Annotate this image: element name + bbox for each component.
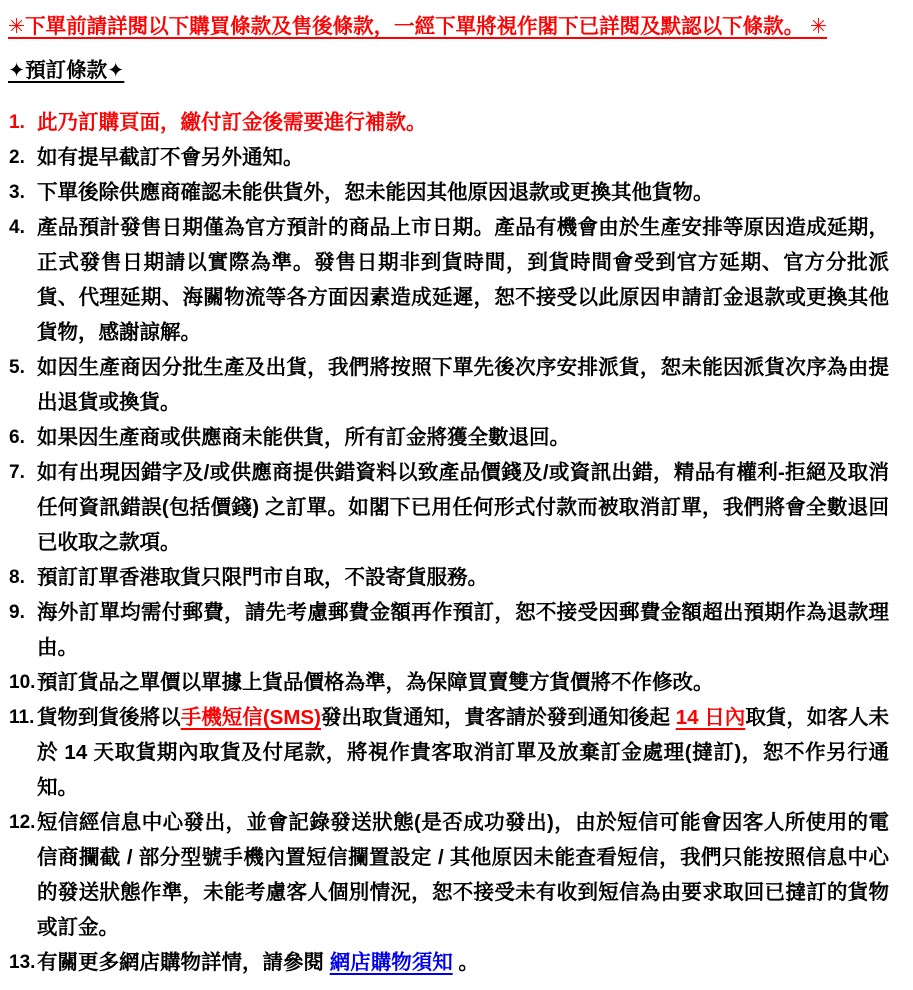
term-item-12 (8, 805, 889, 945)
term-text: 產品預計發售日期僅為官方預計的商品上市日期。產品有機會由於生產安排等原因造成延期，正式發售日期請以實際為準。發售日期非到貨時間，到貨時間會受到官方延期、官方分批派貨、代理延期、海關物流等各方面因素造成延遲，恕不接受以此原因申請訂金退款或更換其他貨物，感謝諒解。 (37, 216, 889, 344)
term-text: 如果因生產商或供應商未能供貨，所有訂金將獲全數退回。 (37, 426, 570, 449)
term-item-11 (8, 700, 889, 805)
term-text: 此乃訂購頁面，繳付訂金後需要進行補款。 (37, 111, 427, 134)
term-item-number: 9. (9, 602, 25, 623)
term-text: 。 (452, 951, 479, 974)
term-item-8 (8, 560, 889, 595)
term-text-highlight: 14 日內 (675, 706, 746, 729)
term-item-2 (8, 140, 889, 175)
term-item-1 (8, 105, 889, 140)
term-item-number: 4. (9, 217, 25, 238)
section-heading-preorder-terms: ✦預訂條款✦ (8, 59, 125, 82)
term-text: 發出取貨通知，貴客請於發到通知後起 (320, 706, 676, 729)
term-item-number: 5. (9, 357, 25, 378)
term-item-13 (8, 945, 889, 980)
term-text-highlight: 手機短信(SMS) (180, 706, 321, 729)
term-text: 如有提早截訂不會另外通知。 (37, 146, 304, 169)
term-item-number: 10. (9, 672, 36, 693)
term-item-number: 11. (9, 707, 35, 728)
term-text: 海外訂單均需付郵費，請先考慮郵費金額再作預訂，恕不接受因郵費金額超出預期作為退款理由。 (37, 601, 889, 659)
term-item-number: 7. (9, 462, 25, 483)
term-text: 如有出現因錯字及/或供應商提供錯資料以致產品價錢及/或資訊出錯，精品有權利-拒絕及取消任何資訊錯誤(包括價錢) 之訂單。如閣下已用任何形式付款而被取消訂單，我們將會全數退回已收取之款項。 (37, 461, 889, 554)
term-item-number: 12. (9, 812, 36, 833)
store-shopping-guide-link[interactable]: 網店購物須知 (329, 951, 453, 974)
term-text: 如因生產商因分批生產及出貨，我們將按照下單先後次序安排派貨，恕未能因派貨次序為由提出退貨或換貨。 (37, 356, 889, 414)
term-item-9 (8, 595, 889, 665)
term-item-7 (8, 455, 889, 560)
terms-list (8, 105, 889, 980)
term-text: 貨物到貨後將以 (37, 706, 181, 729)
term-item-number: 1. (9, 112, 25, 133)
term-item-5 (8, 350, 889, 420)
term-text: 預訂貨品之單價以單據上貨品價格為準，為保障買賣雙方貨價將不作修改。 (37, 671, 714, 694)
term-text: 有關更多網店購物詳情，請參閱 (37, 951, 330, 974)
term-item-number: 6. (9, 427, 25, 448)
term-item-number: 2. (9, 147, 25, 168)
term-text: 下單後除供應商確認未能供貨外，恕未能因其他原因退款或更換其他貨物。 (37, 181, 714, 204)
term-item-number: 8. (9, 567, 25, 588)
term-text: 預訂訂單香港取貨只限門市自取，不設寄貨服務。 (37, 566, 488, 589)
term-text: 取貨，如客人未於 14 天取貨期內取貨及付尾款，將視作貴客取消訂單及放棄訂金處理(撻訂)，恕不作另行通知。 (37, 706, 889, 799)
term-item-3 (8, 175, 889, 210)
pre-order-notice-banner: ✳下單前請詳閱以下購買條款及售後條款，一經下單將視作閣下已詳閱及默認以下條款。 ✳ (8, 15, 828, 38)
term-item-number: 3. (9, 182, 25, 203)
term-item-number: 13. (9, 952, 36, 973)
term-item-6 (8, 420, 889, 455)
term-item-10 (8, 665, 889, 700)
term-text: 短信經信息中心發出，並會記錄發送狀態(是否成功發出)，由於短信可能會因客人所使用的電信商攔截 / 部分型號手機內置短信攔置設定 / 其他原因未能查看短信，我們只能按照信息中心的發送狀態作準，未能考慮客人個別情況，恕不接受未有收到短信為由要求取回已撻訂的貨物或訂金。 (37, 811, 889, 939)
term-item-4 (8, 210, 889, 350)
